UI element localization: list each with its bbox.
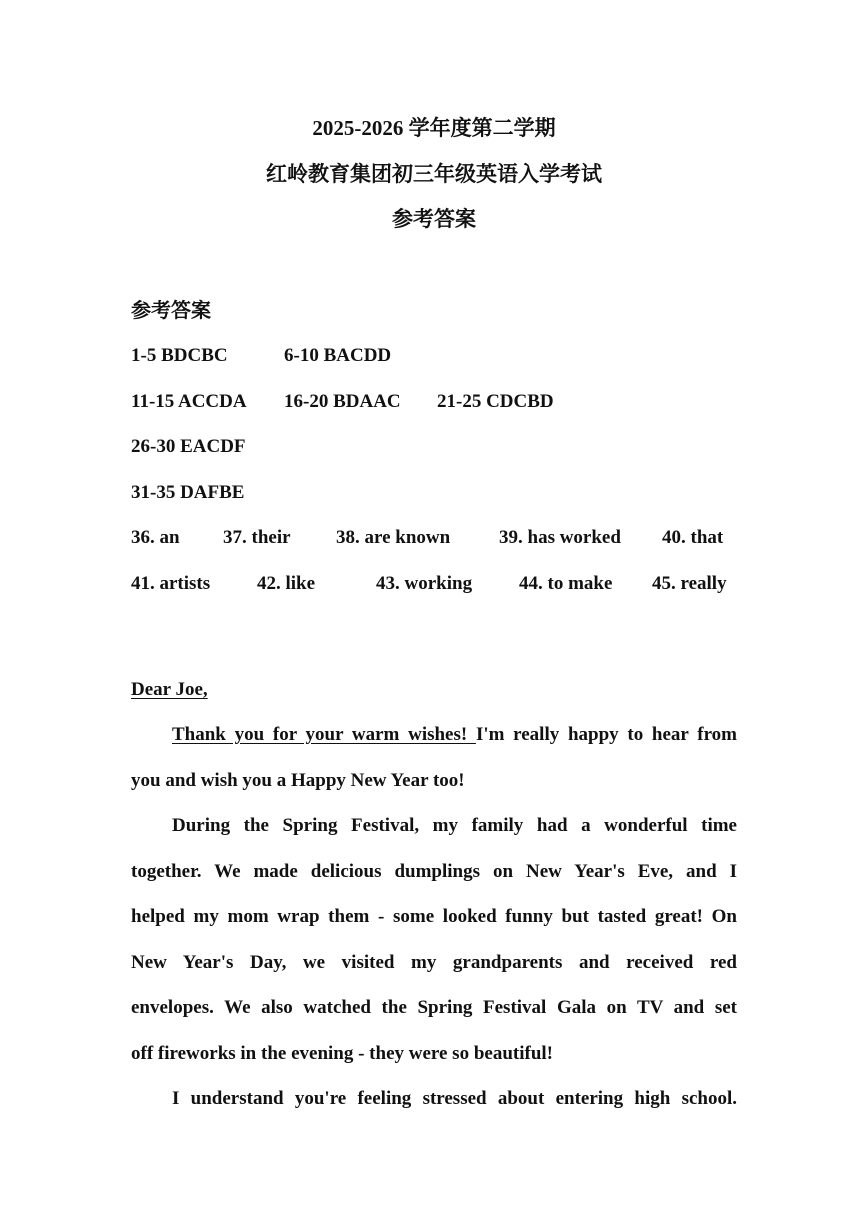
answer-group: 6-10 BACDD: [284, 345, 392, 366]
answer-item: 36. an: [131, 527, 180, 548]
answer-item: 37. their: [223, 527, 291, 548]
letter-p2-line: together. We made delicious dumplings on New Year's Eve, and I: [131, 861, 737, 882]
answer-item: 42. like: [257, 573, 316, 594]
answers-heading: 参考答案: [131, 300, 211, 322]
answer-item: 40. that: [662, 527, 724, 548]
answer-group: 31-35 DAFBE: [131, 482, 245, 503]
answer-item: 43. working: [376, 573, 473, 594]
letter-p3-line-1: I understand you're feeling stressed about entering high school.: [172, 1088, 737, 1109]
title-answer-key: 参考答案: [392, 207, 476, 231]
letter-p2-line: New Year's Day, we visited my grandparents and received red: [131, 952, 737, 973]
answer-item: 39. has worked: [499, 527, 621, 548]
answer-group: 21-25 CDCBD: [437, 391, 554, 412]
letter-p1-line-2: you and wish you a Happy New Year too!: [131, 770, 465, 791]
answer-group: 16-20 BDAAC: [284, 391, 401, 412]
title-exam-name: 红岭教育集团初三年级英语入学考试: [266, 162, 602, 186]
answer-item: 45. really: [652, 573, 727, 594]
letter-p2-line: off fireworks in the evening - they were so beautiful!: [131, 1043, 553, 1064]
answer-item: 44. to make: [519, 573, 613, 594]
title-school-year: 2025-2026 学年度第二学期: [312, 116, 556, 140]
letter-greeting: Dear Joe,: [131, 679, 208, 700]
answer-item: 38. are known: [336, 527, 451, 548]
letter-p2-line: During the Spring Festival, my family had a wonderful time: [172, 815, 737, 836]
answer-group: 26-30 EACDF: [131, 436, 246, 457]
answer-group: 1-5 BDCBC: [131, 345, 228, 366]
answer-group: 11-15 ACCDA: [131, 391, 247, 412]
letter-p2-line: helped my mom wrap them - some looked funny but tasted great! On: [131, 906, 737, 927]
answer-item: 41. artists: [131, 573, 211, 594]
letter-p1-line-1: Thank you for your warm wishes! I'm really happy to hear from: [172, 724, 737, 745]
letter-p2-line: envelopes. We also watched the Spring Festival Gala on TV and set: [131, 997, 737, 1018]
underlined-phrase: Thank you for your warm wishes!: [172, 724, 476, 745]
